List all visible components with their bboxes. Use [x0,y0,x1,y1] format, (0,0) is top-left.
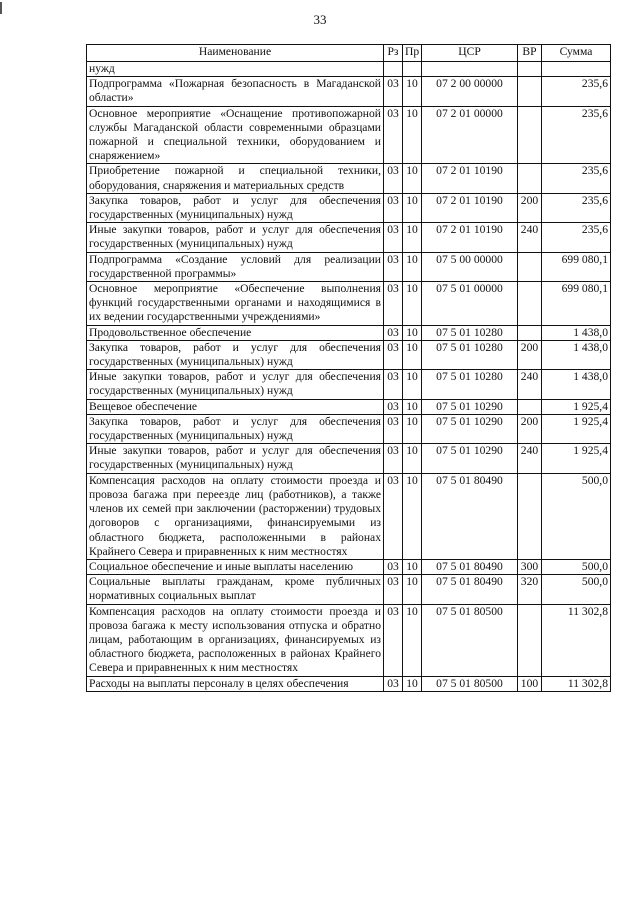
cell-pr: 10 [403,370,422,399]
cell-name: Компенсация расходов на оплату стоимости проезда и провоза багажа при переезде лиц (работников), а также членов их семей при заключении (расторжении) трудовых договоров с организациями, финансируемыми из областного бюджета, расположенными в районах Крайнего Севера и приравненных к ним местностях [87,473,384,559]
table-header-row [87,45,611,62]
cell-vr [518,282,542,326]
cell-pr: 10 [403,340,422,369]
table-row [87,399,611,414]
cell-rz: 03 [384,604,403,676]
cell-pr: 10 [403,559,422,574]
cell-name: Приобретение пожарной и специальной техники, оборудования, снаряжения и материальных средств [87,164,384,193]
cell-rz: 03 [384,414,403,443]
cell-sum: 235,6 [542,106,611,164]
cell-name: Компенсация расходов на оплату стоимости проезда и провоза багажа к месту использования отпуска и обратно лицам, работающим в организациях, финансируемых из областного бюджета, расположенных в районах Крайнего Севера и приравненных к ним местностях [87,604,384,676]
table-row [87,62,611,77]
cell-name: Социальные выплаты гражданам, кроме публичных нормативных социальных выплат [87,575,384,604]
header-sum: Сумма [542,45,611,62]
cell-name: Подпрограмма «Создание условий для реализации государственной программы» [87,252,384,281]
cell-csr: 07 5 00 00000 [422,252,518,281]
cell-sum: 500,0 [542,473,611,559]
table-row [87,106,611,164]
cell-csr: 07 5 01 10290 [422,414,518,443]
cell-sum: 1 925,4 [542,444,611,473]
table-row [87,414,611,443]
cell-pr: 10 [403,473,422,559]
cell-rz: 03 [384,340,403,369]
cell-name: Социальное обеспечение и иные выплаты населению [87,559,384,574]
cell-vr [518,399,542,414]
table-row [87,252,611,281]
cell-sum: 235,6 [542,223,611,252]
cell-csr: 07 2 00 00000 [422,77,518,106]
cell-csr: 07 5 01 10290 [422,444,518,473]
cell-name: Основное мероприятие «Обеспечение выполнения функций государственными органами и находящимися в их ведении государственными учреждениями» [87,282,384,326]
cell-rz: 03 [384,444,403,473]
table-row [87,193,611,222]
table-row [87,164,611,193]
table-row [87,325,611,340]
cell-name: Закупка товаров, работ и услуг для обеспечения государственных (муниципальных) нужд [87,414,384,443]
table-row [87,223,611,252]
cell-pr: 10 [403,604,422,676]
cell-csr: 07 5 01 10280 [422,370,518,399]
cell-sum: 699 080,1 [542,282,611,326]
cell-pr: 10 [403,164,422,193]
cell-name: Иные закупки товаров, работ и услуг для обеспечения государственных (муниципальных) нужд [87,223,384,252]
cell-vr: 100 [518,676,542,691]
cell-pr: 10 [403,444,422,473]
cell-csr: 07 5 01 00000 [422,282,518,326]
cell-csr [422,62,518,77]
cell-sum: 699 080,1 [542,252,611,281]
table-row [87,676,611,691]
cell-pr: 10 [403,575,422,604]
cell-sum: 1 438,0 [542,340,611,369]
cell-pr: 10 [403,282,422,326]
cell-csr: 07 5 01 80490 [422,575,518,604]
cell-sum: 11 302,8 [542,676,611,691]
cell-csr: 07 5 01 80500 [422,676,518,691]
budget-table [86,44,611,692]
table-row [87,370,611,399]
cell-sum: 1 438,0 [542,325,611,340]
cell-rz: 03 [384,325,403,340]
cell-sum [542,62,611,77]
cell-csr: 07 5 01 80500 [422,604,518,676]
cell-sum: 1 925,4 [542,414,611,443]
header-csr: ЦСР [422,45,518,62]
cell-pr: 10 [403,106,422,164]
cell-name: Вещевое обеспечение [87,399,384,414]
cell-csr: 07 5 01 10280 [422,340,518,369]
cell-pr: 10 [403,325,422,340]
cell-pr: 10 [403,414,422,443]
header-name: Наименование [87,45,384,62]
header-pr: Пр [403,45,422,62]
cell-vr: 300 [518,559,542,574]
cell-csr: 07 5 01 10290 [422,399,518,414]
cell-rz: 03 [384,193,403,222]
cell-vr [518,62,542,77]
cell-vr [518,77,542,106]
cell-pr: 10 [403,77,422,106]
cell-vr: 240 [518,444,542,473]
table-row [87,77,611,106]
cell-vr: 320 [518,575,542,604]
cell-vr [518,473,542,559]
cell-vr: 200 [518,340,542,369]
cell-sum: 11 302,8 [542,604,611,676]
table-row [87,575,611,604]
cell-vr [518,106,542,164]
cell-name: Закупка товаров, работ и услуг для обеспечения государственных (муниципальных) нужд [87,340,384,369]
cell-rz: 03 [384,77,403,106]
page-number: 33 [313,12,327,27]
cell-sum: 235,6 [542,193,611,222]
header-rz: Рз [384,45,403,62]
cell-vr: 240 [518,370,542,399]
cell-pr: 10 [403,223,422,252]
cell-rz: 03 [384,223,403,252]
cell-csr: 07 2 01 10190 [422,223,518,252]
cell-rz: 03 [384,676,403,691]
cell-sum: 1 438,0 [542,370,611,399]
cell-name: Расходы на выплаты персоналу в целях обеспечения [87,676,384,691]
cell-name: Иные закупки товаров, работ и услуг для обеспечения государственных (муниципальных) нужд [87,370,384,399]
cell-rz: 03 [384,399,403,414]
cell-name: Подпрограмма «Пожарная безопасность в Магаданской области» [87,77,384,106]
table-row [87,444,611,473]
cell-name: Иные закупки товаров, работ и услуг для обеспечения государственных (муниципальных) нужд [87,444,384,473]
cell-vr: 240 [518,223,542,252]
cell-sum: 235,6 [542,77,611,106]
table-row [87,340,611,369]
table-row [87,559,611,574]
cell-vr [518,325,542,340]
cell-vr [518,252,542,281]
cell-pr [403,62,422,77]
cell-rz [384,62,403,77]
cell-pr: 10 [403,676,422,691]
table-row [87,604,611,676]
cell-vr: 200 [518,414,542,443]
cell-vr: 200 [518,193,542,222]
cell-name: нужд [87,62,384,77]
cell-pr: 10 [403,193,422,222]
table-row [87,282,611,326]
cell-rz: 03 [384,370,403,399]
cell-rz: 03 [384,164,403,193]
cell-csr: 07 5 01 80490 [422,473,518,559]
header-vr: ВР [518,45,542,62]
cell-sum: 500,0 [542,575,611,604]
cell-sum: 235,6 [542,164,611,193]
cell-rz: 03 [384,282,403,326]
cell-sum: 500,0 [542,559,611,574]
cell-name: Продовольственное обеспечение [87,325,384,340]
cell-rz: 03 [384,559,403,574]
cell-pr: 10 [403,252,422,281]
cell-csr: 07 2 01 10190 [422,164,518,193]
cell-rz: 03 [384,106,403,164]
cell-vr [518,604,542,676]
cell-sum: 1 925,4 [542,399,611,414]
cell-vr [518,164,542,193]
cell-rz: 03 [384,473,403,559]
cell-pr: 10 [403,399,422,414]
cell-name: Основное мероприятие «Оснащение противопожарной службы Магаданской области современными образцами пожарной и специальной техники, оборудованием и снаряжением» [87,106,384,164]
cell-csr: 07 2 01 00000 [422,106,518,164]
cell-rz: 03 [384,575,403,604]
cell-csr: 07 5 01 80490 [422,559,518,574]
table-row [87,473,611,559]
cell-name: Закупка товаров, работ и услуг для обеспечения государственных (муниципальных) нужд [87,193,384,222]
cell-csr: 07 2 01 10190 [422,193,518,222]
cell-csr: 07 5 01 10280 [422,325,518,340]
cell-rz: 03 [384,252,403,281]
